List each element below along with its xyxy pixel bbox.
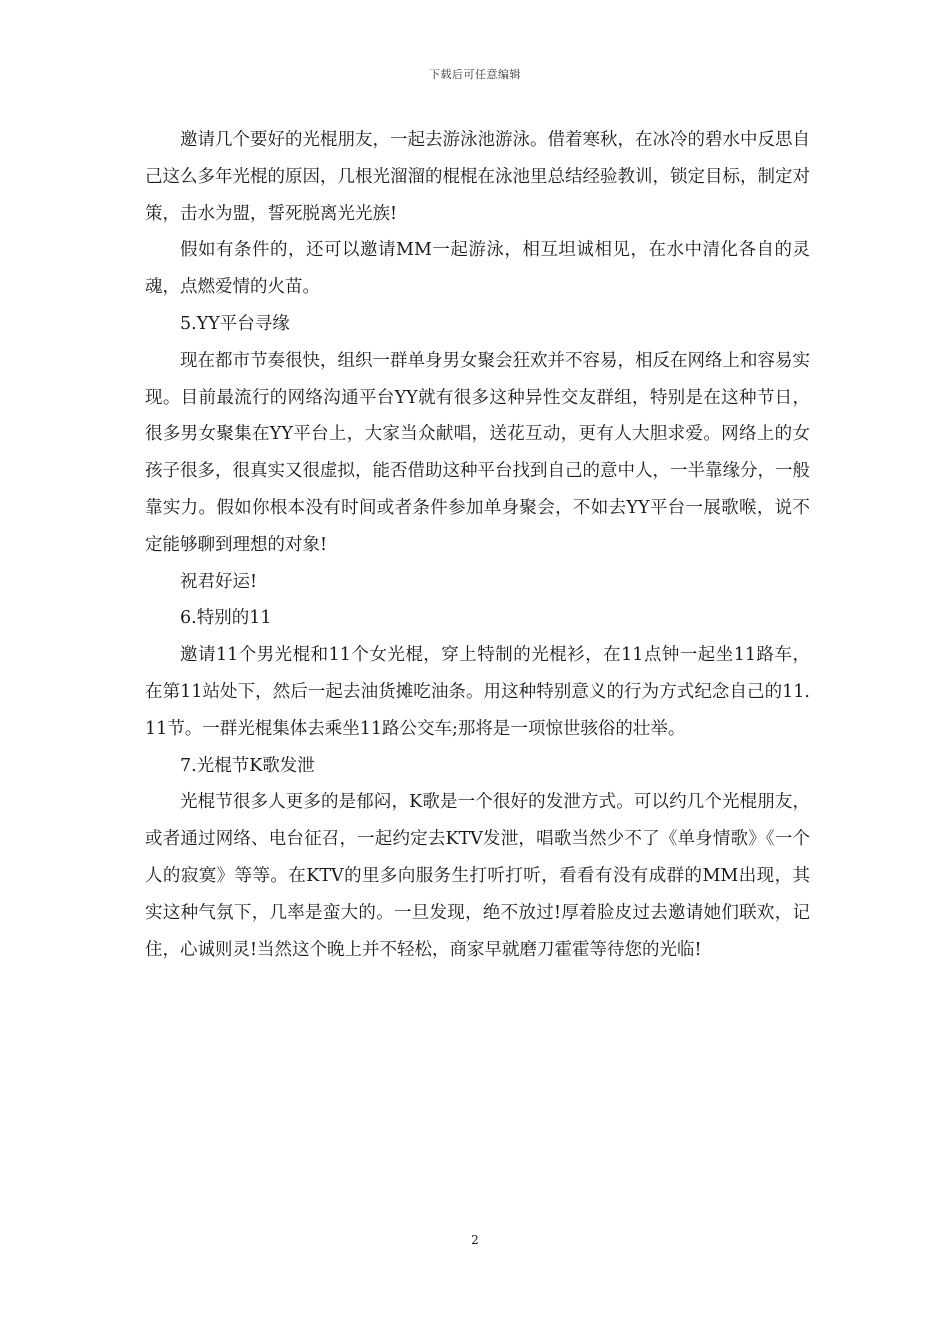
page-header: 下载后可任意编辑: [429, 68, 521, 81]
section-heading-special-11: 6.特别的11: [180, 608, 272, 629]
page-number: 2: [471, 1233, 479, 1247]
paragraph-ktv: 光棍节很多人更多的是郁闷，K歌是一个很好的发泄方式。可以约几个光棍朋友，或者通过网络、电台征召，一起约定去KTV发泄，唱歌当然少不了《单身情歌》《一个人的寂寞》等等。在KTV的里多向服务生打听打听，看看有没有成群的MM出现，其实这种气氛下，几率是蛮大的。一旦发现，绝不放过!厚着脸皮过去邀请她们联欢，记住，心诚则灵!当然这个晚上并不轻松，商家早就磨刀霍霍等待您的光临!: [145, 792, 810, 960]
paragraph-good-luck: 祝君好运!: [180, 571, 258, 592]
paragraph-swim-with-mm: 假如有条件的，还可以邀请MM一起游泳，相互坦诚相见，在水中清化各自的灵魂，点燃爱情的火苗。: [145, 240, 810, 298]
paragraph-swimming: 邀请几个要好的光棍朋友，一起去游泳池游泳。借着寒秋，在冰冷的碧水中反思自己这么多年光棍的原因，几根光溜溜的棍棍在泳池里总结经验教训，锁定目标，制定对策，击水为盟，誓死脱离光光族!: [145, 130, 810, 224]
section-heading-yy: 5.YY平台寻缘: [180, 313, 290, 334]
paragraph-special-11: 邀请11个男光棍和11个女光棍，穿上特制的光棍衫，在11点钟一起坐11路车，在第11站处下，然后一起去油货摊吃油条。用这种特别意义的行为方式纪念自己的11.11节。一群光棍集体去乘坐11路公交车;那将是一项惊世骇俗的壮举。: [145, 645, 810, 739]
document-body: [145, 122, 810, 968]
section-heading-ktv: 7.光棍节K歌发泄: [180, 755, 315, 776]
paragraph-yy-platform: 现在都市节奏很快，组织一群单身男女聚会狂欢并不容易，相反在网络上和容易实现。目前最流行的网络沟通平台YY就有很多这种异性交友群组，特别是在这种节日，很多男女聚集在YY平台上，大家当众献唱，送花互动，更有人大胆求爱。网络上的女孩子很多，很真实又很虚拟，能否借助这种平台找到自己的意中人，一半靠缘分，一般靠实力。假如你根本没有时间或者条件参加单身聚会，不如去YY平台一展歌喉，说不定能够聊到理想的对象!: [145, 350, 810, 555]
